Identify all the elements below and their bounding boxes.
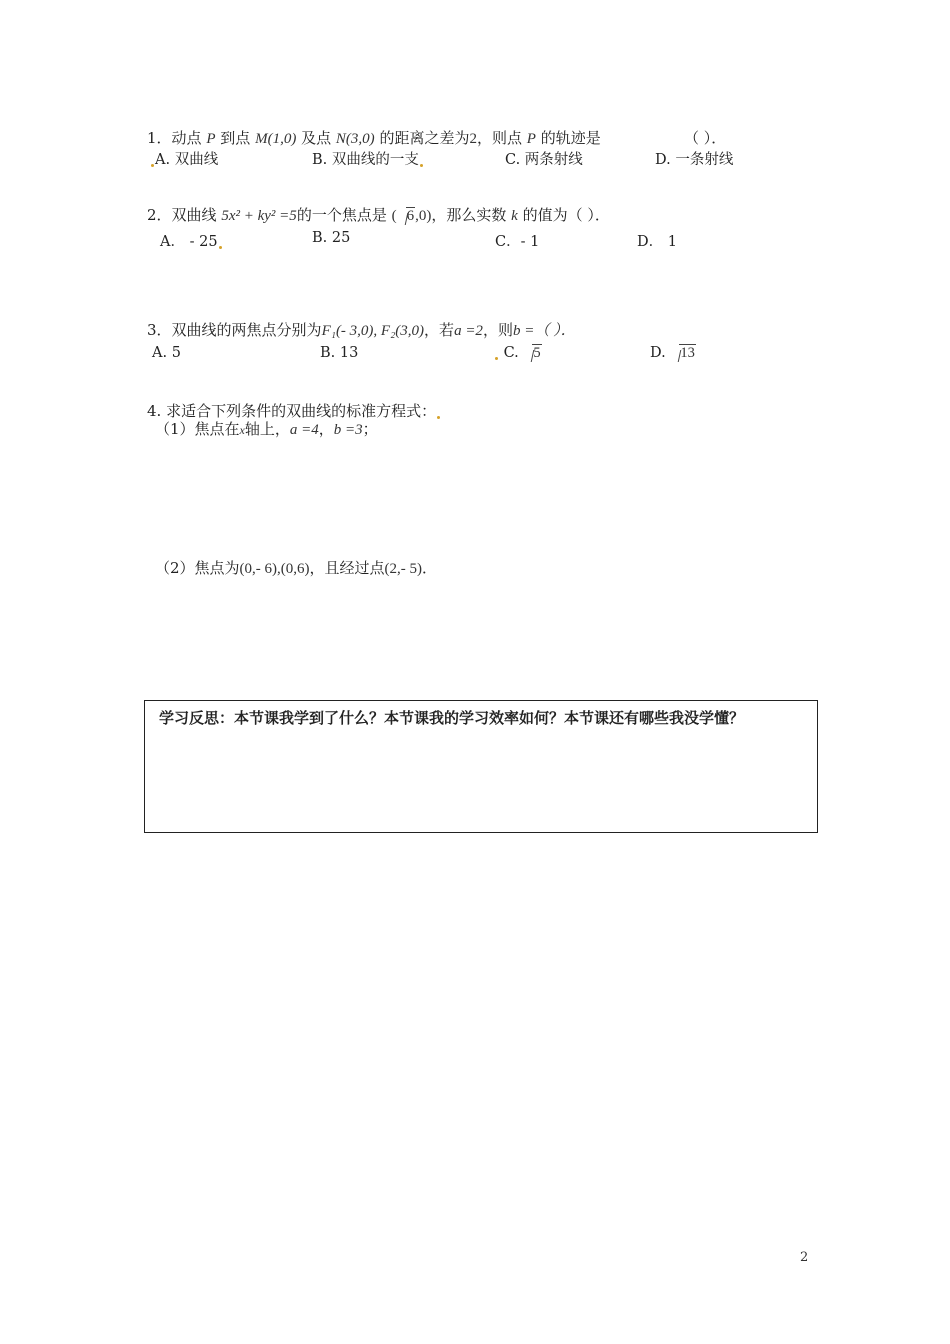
q1-option-a: A. 双曲线 — [150, 148, 218, 169]
q2-option-c: C．- 1 — [495, 234, 540, 250]
highlight-dot — [151, 164, 154, 167]
q1-option-c: C. 两条射线 — [505, 152, 583, 168]
highlight-dot — [420, 164, 423, 167]
question-4-title: 4. 求适合下列条件的双曲线的标准方程式： — [147, 400, 441, 421]
sqrt-symbol: 6 — [397, 208, 416, 225]
reflection-box — [144, 700, 818, 833]
page-number: 2 — [800, 1250, 809, 1265]
question-3-stem: 3．双曲线的两焦点分别为F₁(- 3,0), F₂(3,0)，若a =2，则b =（ ）． — [147, 321, 576, 339]
question-4-part-1: （1）焦点在x轴上，a =4，b =3； — [155, 420, 378, 438]
q1-option-d: D. 一条射线 — [655, 152, 734, 168]
highlight-dot — [219, 246, 222, 249]
sqrt-symbol: 13 — [670, 345, 696, 362]
question-2-stem: 2．双曲线 5x² + ky² =5的一个焦点是 ( 6,0)，那么实数 k 的值为（ ）． — [147, 206, 610, 224]
q2-option-a: A． - 25 — [160, 230, 223, 251]
q1-option-b: B. 双曲线的一支 — [312, 148, 424, 169]
highlight-dot — [437, 416, 440, 419]
answer-parenthesis: （ ）． — [684, 129, 727, 147]
highlight-dot — [495, 357, 498, 360]
q3-option-d: D. 13 — [650, 345, 695, 361]
question-1-stem: 1．动点 P 到点 M(1,0) 及点 N(3,0) 的距离之差为2，则点 P 的轨迹是 — [147, 129, 601, 147]
q3-option-b: B. 13 — [320, 345, 359, 361]
question-4-part-2: （2）焦点为(0,- 6),(0,6)，且经过点(2,- 5)． — [155, 559, 438, 577]
reflection-title: 学习反思：本节课我学到了什么？本节课我的学习效率如何？本节课还有哪些我没学懂？ — [159, 709, 745, 727]
q3-option-a: A. 5 — [152, 345, 181, 361]
q2-option-d: D． 1 — [637, 234, 677, 250]
q3-option-c: C. 5 — [494, 345, 542, 362]
q2-option-b: B. 25 — [312, 230, 351, 246]
sqrt-symbol: 5 — [523, 345, 541, 362]
